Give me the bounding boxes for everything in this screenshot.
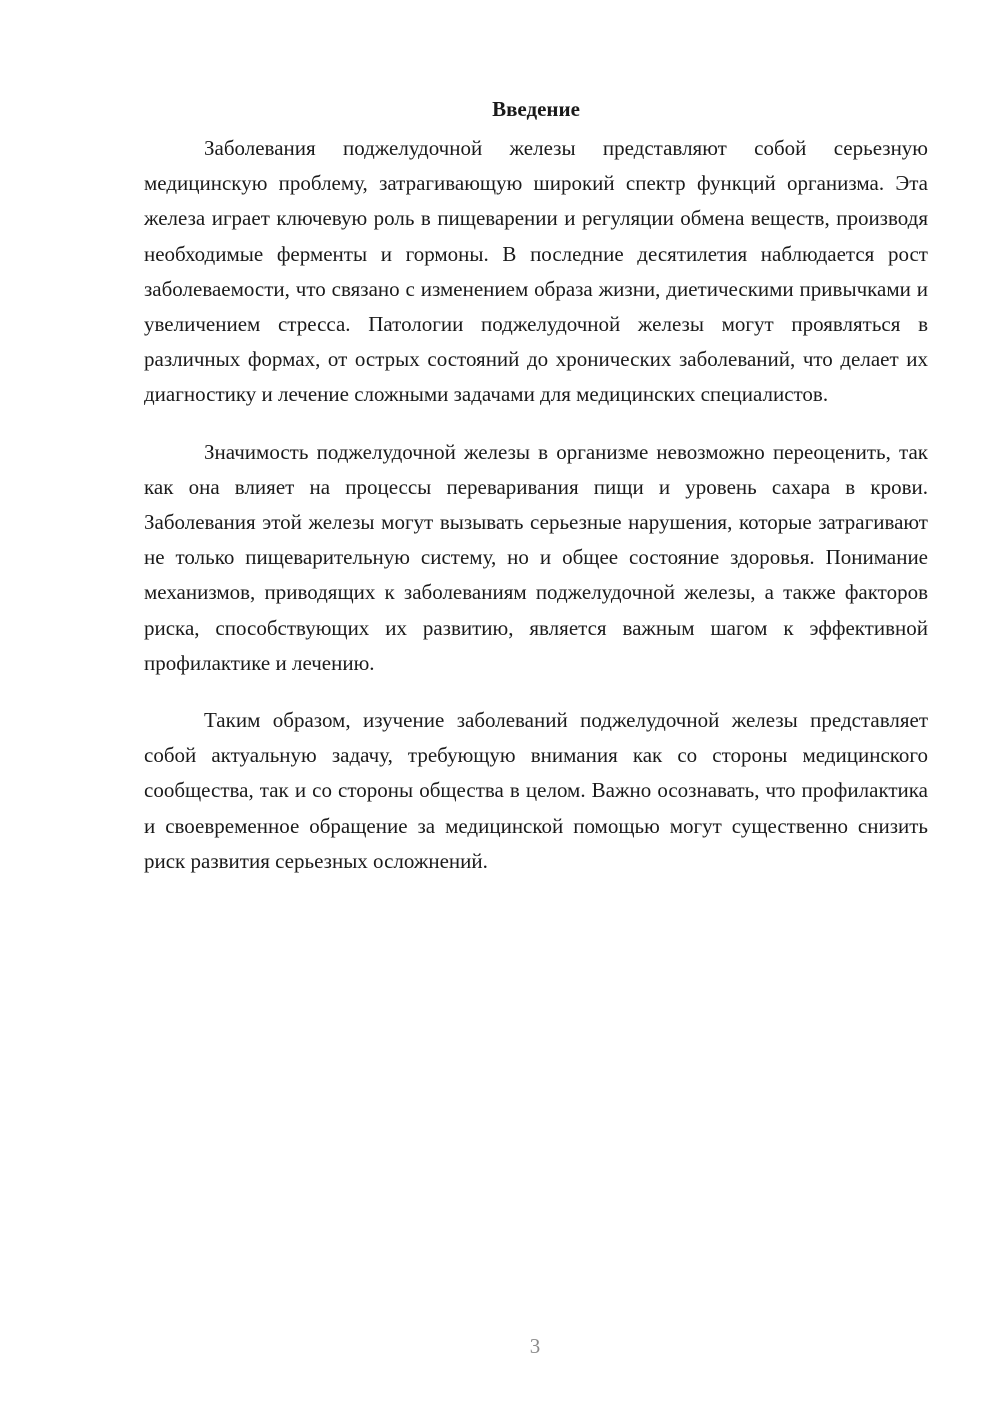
paragraph-1: Заболевания поджелудочной железы представляют собой серьезную медицинскую проблему, затрагивающую широкий спектр функций организма. Эта железа играет ключевую роль в пищеварении и регуляции обмена веществ, производя необходимые ферменты и гормоны. В последние десятилетия наблюдается рост заболеваемости, что связано с изменением образа жизни, диетическими привычками и увеличением стресса. Патологии поджелудочной железы могут проявляться в различных формах, от острых состояний до хронических заболеваний, что делает их диагностику и лечение сложными задачами для медицинских специалистов.	[144, 136, 928, 407]
paragraph-3: Таким образом, изучение заболеваний поджелудочной железы представляет собой актуальную задачу, требующую внимания как со стороны медицинского сообщества, так и со стороны общества в целом. Важно осознавать, что профилактика и своевременное обращение за медицинской помощью могут существенно снизить риск развития серьезных осложнений.	[144, 708, 928, 873]
section-heading: Введение	[492, 97, 580, 121]
paragraph-2: Значимость поджелудочной железы в организме невозможно переоценить, так как она влияет на процессы переваривания пищи и уровень сахара в крови. Заболевания этой железы могут вызывать серьезные нарушения, которые затрагивают не только пищеварительную систему, но и общее состояние здоровья. Понимание механизмов, приводящих к заболеваниям поджелудочной железы, а также факторов риска, способствующих их развитию, является важным шагом к эффективной профилактике и лечению.	[144, 439, 928, 675]
page-content	[144, 92, 928, 901]
page-number: 3	[529, 1334, 541, 1358]
